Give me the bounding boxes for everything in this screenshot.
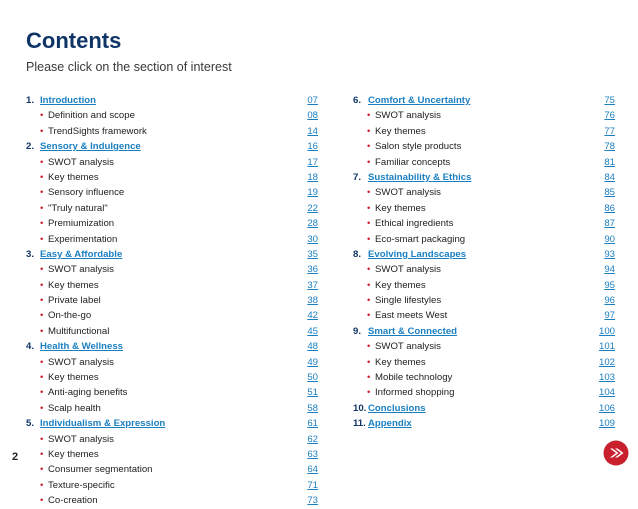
toc-page-link[interactable]: 64	[307, 464, 318, 476]
chevron-circle-logo-icon	[603, 440, 629, 466]
toc-subsection-anti-aging-benefits	[26, 385, 318, 400]
bullet-icon: •	[367, 218, 371, 230]
bullet-icon: •	[367, 202, 371, 214]
toc-subsection-truly-natural	[26, 201, 318, 216]
toc-section-number: 6.	[353, 95, 362, 106]
bullet-icon: •	[40, 464, 44, 476]
toc-page-link[interactable]: 61	[307, 418, 318, 430]
toc-subsection-label: Key themes	[48, 372, 99, 384]
toc-page-link[interactable]: 109	[598, 418, 615, 430]
bullet-icon: •	[40, 202, 44, 214]
toc-subsection-label: TrendSights framework	[48, 125, 147, 137]
bullet-icon: •	[367, 341, 371, 353]
toc-subsection-label: SWOT analysis	[375, 264, 441, 276]
toc-subsection-swot-analysis	[26, 155, 318, 170]
bullet-icon: •	[367, 295, 371, 307]
toc-subsection-label: SWOT analysis	[48, 433, 114, 445]
toc-page-link[interactable]: 08	[307, 110, 318, 122]
toc-subsection-label: SWOT analysis	[48, 356, 114, 368]
bullet-icon: •	[40, 479, 44, 491]
toc-page-link[interactable]: 77	[604, 125, 615, 137]
toc-subsection-swot-analysis	[353, 339, 615, 354]
toc-subsection-scalp-health	[26, 401, 318, 416]
toc-section-number: 8.	[353, 248, 362, 260]
bullet-icon: •	[367, 110, 371, 122]
toc-subsection-swot-analysis	[353, 185, 615, 200]
toc-subsection-label: "Truly natural"	[48, 202, 108, 214]
toc-subsection-definition-and-scope	[26, 108, 318, 123]
toc-section-number: 2.	[26, 141, 35, 153]
toc-page-link[interactable]: 85	[604, 187, 615, 199]
toc-right-column	[353, 93, 615, 432]
toc-subsection-key-themes	[353, 278, 615, 293]
toc-section-link[interactable]: Conclusions	[368, 402, 426, 414]
toc-section-link[interactable]: Individualism & Expression	[40, 418, 166, 430]
toc-page-link[interactable]: 37	[307, 279, 318, 291]
toc-subsection-co-creation	[26, 493, 318, 508]
bullet-icon: •	[40, 279, 44, 291]
toc-page-link[interactable]: 87	[604, 218, 615, 230]
toc-subsection-sensory-influence	[26, 185, 318, 200]
toc-subsection-label: East meets West	[375, 310, 448, 322]
toc-page-link[interactable]: 81	[604, 156, 615, 168]
toc-section-number: 7.	[353, 171, 362, 183]
toc-section-smart-connected[interactable]	[353, 324, 615, 339]
toc-subsection-multifunctional	[26, 324, 318, 339]
bullet-icon: •	[40, 171, 44, 183]
toc-page-link[interactable]: 97	[604, 310, 615, 322]
toc-page-link[interactable]: 101	[598, 341, 615, 353]
toc-page-link[interactable]: 94	[604, 264, 615, 276]
toc-subsection-label: SWOT analysis	[375, 110, 441, 122]
toc-subsection-swot-analysis	[26, 432, 318, 447]
toc-section-link[interactable]: Appendix	[368, 418, 412, 430]
toc-page-link[interactable]: 19	[307, 187, 318, 199]
toc-subsection-salon-style-products	[353, 139, 615, 154]
toc-section-comfort-uncertainty[interactable]	[353, 93, 615, 108]
bullet-icon: •	[40, 310, 44, 322]
bullet-icon: •	[367, 387, 371, 399]
toc-page-link[interactable]: 28	[307, 218, 318, 230]
toc-page-link[interactable]: 78	[604, 141, 615, 153]
toc-subsection-consumer-segmentation	[26, 462, 318, 477]
toc-section-link[interactable]: Sustainability & Ethics	[368, 171, 472, 183]
toc-subsection-label: Multifunctional	[48, 325, 110, 337]
toc-subsection-label: Definition and scope	[48, 110, 135, 122]
toc-subsection-label: Key themes	[375, 125, 426, 137]
toc-page-link[interactable]: 93	[604, 248, 615, 260]
bullet-icon: •	[40, 156, 44, 168]
toc-subsection-label: Key themes	[48, 448, 99, 460]
toc-subsection-label: Key themes	[375, 202, 426, 214]
toc-subsection-experimentation	[26, 232, 318, 247]
toc-page-link[interactable]: 45	[307, 325, 318, 337]
toc-page-link[interactable]: 86	[604, 202, 615, 214]
toc-subsection-texture-specific	[26, 478, 318, 493]
toc-left-column	[26, 93, 318, 509]
toc-subsection-swot-analysis	[26, 262, 318, 277]
toc-page-link[interactable]: 17	[307, 156, 318, 168]
toc-section-link[interactable]: Comfort & Uncertainty	[368, 95, 471, 106]
toc-subsection-east-meets-west	[353, 308, 615, 323]
bullet-icon: •	[40, 218, 44, 230]
toc-section-sensory-indulgence[interactable]	[26, 139, 318, 154]
toc-section-easy-affordable[interactable]	[26, 247, 318, 262]
toc-page-link[interactable]: 100	[598, 325, 615, 337]
toc-page-link[interactable]: 71	[307, 479, 318, 491]
bullet-icon: •	[40, 387, 44, 399]
toc-page-link[interactable]: 36	[307, 264, 318, 276]
toc-subsection-label: Eco-smart packaging	[375, 233, 466, 245]
bullet-icon: •	[40, 233, 44, 245]
toc-subsection-key-themes	[26, 370, 318, 385]
bullet-icon: •	[40, 402, 44, 414]
toc-subsection-familiar-concepts	[353, 155, 615, 170]
toc-section-link[interactable]: Introduction	[40, 95, 96, 106]
bullet-icon: •	[40, 264, 44, 276]
toc-page-link[interactable]: 106	[598, 402, 615, 414]
bullet-icon: •	[367, 156, 371, 168]
toc-page-link[interactable]: 49	[307, 356, 318, 368]
toc-page-link[interactable]: 62	[307, 433, 318, 445]
toc-page-link[interactable]: 84	[604, 171, 615, 183]
bullet-icon: •	[367, 356, 371, 368]
bullet-icon: •	[40, 356, 44, 368]
bullet-icon: •	[367, 125, 371, 137]
toc-page-link[interactable]: 58	[307, 402, 318, 414]
toc-section-link[interactable]: Evolving Landscapes	[368, 248, 467, 260]
bullet-icon: •	[40, 495, 44, 507]
toc-subsection-eco-smart-packaging	[353, 232, 615, 247]
toc-subsection-label: Familiar concepts	[375, 156, 451, 168]
toc-page-link[interactable]: 75	[604, 95, 615, 106]
toc-subsection-label: Key themes	[48, 171, 99, 183]
toc-page-link[interactable]: 07	[307, 95, 318, 106]
toc-section-number: 9.	[353, 325, 362, 337]
toc-subsection-label: SWOT analysis	[48, 264, 114, 276]
bullet-icon: •	[367, 310, 371, 322]
toc-section-link[interactable]: Health & Wellness	[40, 341, 123, 353]
toc-subsection-key-themes	[353, 355, 615, 370]
toc-section-number: 5.	[26, 418, 35, 430]
toc-subsection-label: Anti-aging benefits	[48, 387, 128, 399]
bullet-icon: •	[40, 433, 44, 445]
toc-page-link[interactable]: 95	[604, 279, 615, 291]
toc-page-link[interactable]: 73	[307, 495, 318, 507]
toc-section-link[interactable]: Smart & Connected	[368, 325, 458, 337]
toc-subsection-private-label	[26, 293, 318, 308]
toc-section-number: 3.	[26, 248, 35, 260]
toc-page-link[interactable]: 50	[307, 372, 318, 384]
toc-section-number: 4.	[26, 341, 35, 353]
toc-subsection-swot-analysis	[353, 108, 615, 123]
toc-page-link[interactable]: 42	[307, 310, 318, 322]
toc-subsection-label: Co-creation	[48, 495, 98, 507]
bullet-icon: •	[40, 325, 44, 337]
toc-subsection-label: On-the-go	[48, 310, 92, 322]
toc-page-link[interactable]: 90	[604, 233, 615, 245]
toc-subsection-label: Informed shopping	[375, 387, 455, 399]
toc-subsection-mobile-technology	[353, 370, 615, 385]
toc-subsection-label: Key themes	[375, 279, 426, 291]
toc-subsection-key-themes	[26, 170, 318, 185]
toc-page-link[interactable]: 102	[598, 356, 615, 368]
toc-subsection-label: Consumer segmentation	[48, 464, 153, 476]
toc-page-link[interactable]: 18	[307, 171, 318, 183]
toc-subsection-label: SWOT analysis	[375, 187, 441, 199]
toc-section-sustainability-ethics[interactable]	[353, 170, 615, 185]
toc-page-link[interactable]: 103	[598, 372, 615, 384]
toc-page-link[interactable]: 96	[604, 295, 615, 307]
toc-subsection-trendsights-framework	[26, 124, 318, 139]
bullet-icon: •	[367, 141, 371, 153]
toc-subsection-key-themes	[26, 447, 318, 462]
bullet-icon: •	[367, 187, 371, 199]
toc-section-evolving-landscapes[interactable]	[353, 247, 615, 262]
toc-subsection-label: Salon style products	[375, 141, 462, 153]
toc-section-link[interactable]: Sensory & Indulgence	[40, 141, 141, 153]
toc-section-number: 10.	[353, 402, 367, 414]
toc-section-appendix[interactable]	[353, 416, 615, 431]
toc-subsection-ethical-ingredients	[353, 216, 615, 231]
toc-subsection-swot-analysis	[26, 355, 318, 370]
toc-subsection-label: Premiumization	[48, 218, 115, 230]
bullet-icon: •	[40, 187, 44, 199]
toc-section-number: 11.	[353, 418, 366, 430]
toc-subsection-key-themes	[353, 201, 615, 216]
toc-section-individualism-expression[interactable]	[26, 416, 318, 431]
toc-page-link[interactable]: 38	[307, 295, 318, 307]
toc-page-link[interactable]: 51	[307, 387, 318, 399]
toc-subsection-label: Sensory influence	[48, 187, 125, 199]
toc-subsection-label: Texture-specific	[48, 479, 115, 491]
toc-subsection-label: Key themes	[375, 356, 426, 368]
bullet-icon: •	[40, 110, 44, 122]
toc-subsection-label: SWOT analysis	[375, 341, 441, 353]
toc-page-link[interactable]: 16	[307, 141, 318, 153]
toc-section-link[interactable]: Easy & Affordable	[40, 248, 123, 260]
toc-page-link[interactable]: 22	[307, 202, 318, 214]
toc-subsection-on-the-go	[26, 308, 318, 323]
toc-subsection-label: Key themes	[48, 279, 99, 291]
toc-page-link[interactable]: 14	[307, 125, 318, 137]
toc-page-link[interactable]: 35	[307, 248, 318, 260]
bullet-icon: •	[367, 264, 371, 276]
toc-subsection-premiumization	[26, 216, 318, 231]
toc-section-conclusions[interactable]	[353, 401, 615, 416]
toc-subsection-label: Scalp health	[48, 402, 101, 414]
toc-subsection-label: Mobile technology	[375, 372, 453, 384]
toc-section-health-wellness[interactable]	[26, 339, 318, 354]
toc-subsection-label: Private label	[48, 295, 101, 307]
slide-page-number: 2	[12, 451, 19, 463]
toc-page-link[interactable]: 76	[604, 110, 615, 122]
toc-subsection-key-themes	[26, 278, 318, 293]
toc-subsection-informed-shopping	[353, 385, 615, 400]
toc-subsection-label: Single lifestyles	[375, 295, 442, 307]
toc-subsection-swot-analysis	[353, 262, 615, 277]
toc-subsection-label: Ethical ingredients	[375, 218, 454, 230]
toc-subsection-single-lifestyles	[353, 293, 615, 308]
toc-subsection-label: SWOT analysis	[48, 156, 114, 168]
bullet-icon: •	[40, 448, 44, 460]
page-subtitle: Please click on the section of interest	[26, 60, 232, 74]
bullet-icon: •	[40, 372, 44, 384]
bullet-icon: •	[367, 279, 371, 291]
toc-subsection-key-themes	[353, 124, 615, 139]
page-title: Contents	[26, 28, 122, 53]
toc-section-number: 1.	[26, 95, 35, 106]
bullet-icon: •	[40, 125, 44, 137]
toc-subsection-label: Experimentation	[48, 233, 118, 245]
toc-page-link[interactable]: 63	[307, 448, 318, 460]
bullet-icon: •	[40, 295, 44, 307]
toc-page-link[interactable]: 30	[307, 233, 318, 245]
bullet-icon: •	[367, 233, 371, 245]
bullet-icon: •	[367, 372, 371, 384]
toc-page-link[interactable]: 104	[598, 387, 615, 399]
toc-page-link[interactable]: 48	[307, 341, 318, 353]
toc-section-introduction[interactable]	[26, 93, 318, 108]
